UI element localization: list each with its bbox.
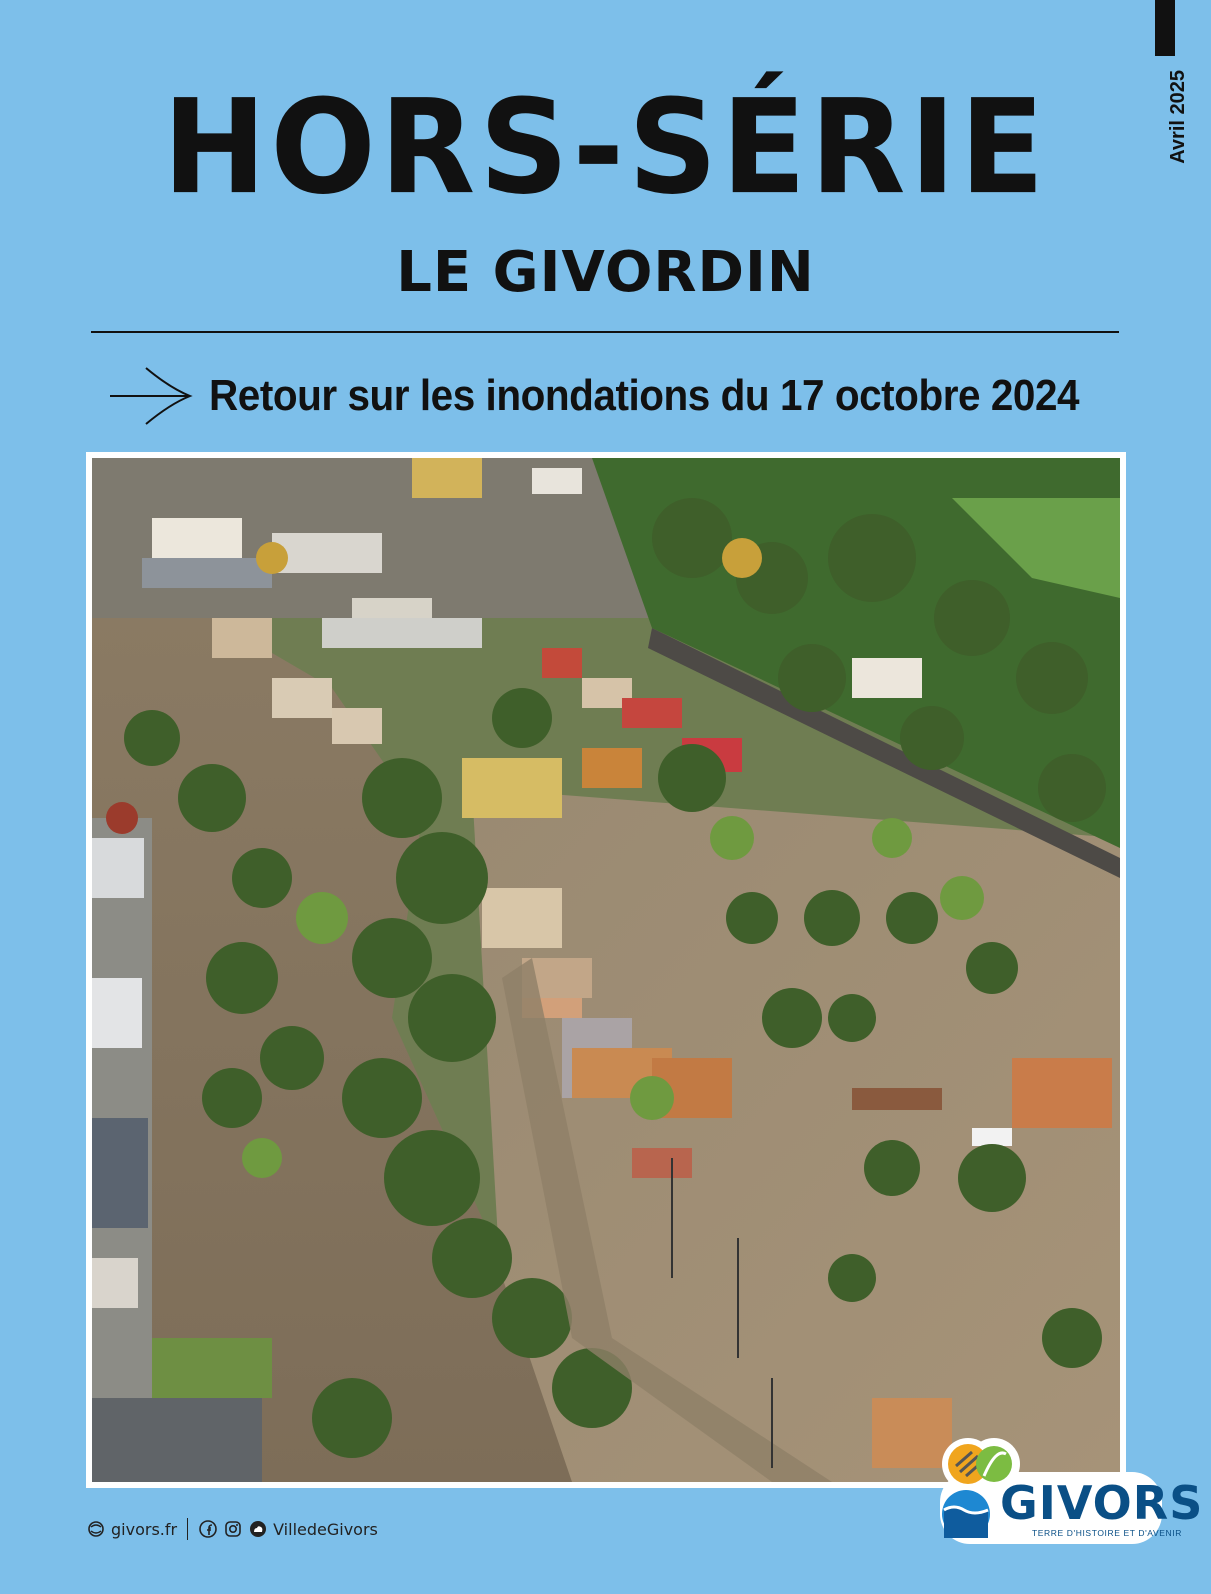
- cover-headline: Retour sur les inondations du 17 octobre 2024: [209, 371, 1080, 420]
- magazine-subtitle: LE GIVORDIN: [396, 240, 815, 305]
- cover-photo-frame: [86, 452, 1126, 1488]
- globe-icon: [86, 1519, 106, 1539]
- facebook-icon[interactable]: [198, 1519, 218, 1539]
- top-tab-marker: [1155, 0, 1175, 56]
- logo-name: GIVORS: [1000, 1476, 1204, 1530]
- flood-aerial-photo: [92, 458, 1120, 1482]
- arrow-right-icon: [110, 366, 194, 426]
- footer-links: [86, 1516, 378, 1542]
- issue-date: Avril 2025: [1167, 70, 1189, 164]
- instagram-icon[interactable]: [223, 1519, 243, 1539]
- footer-separator: [187, 1518, 188, 1540]
- cloud-icon[interactable]: [248, 1519, 268, 1539]
- website-link[interactable]: givors.fr: [111, 1519, 178, 1539]
- magazine-title: HORS-SÉRIE: [162, 72, 1049, 224]
- social-handle[interactable]: VilledeGivors: [273, 1519, 378, 1539]
- divider-rule: [91, 331, 1119, 333]
- logo-tagline: TERRE D'HISTOIRE ET D'AVENIR: [1032, 1528, 1182, 1538]
